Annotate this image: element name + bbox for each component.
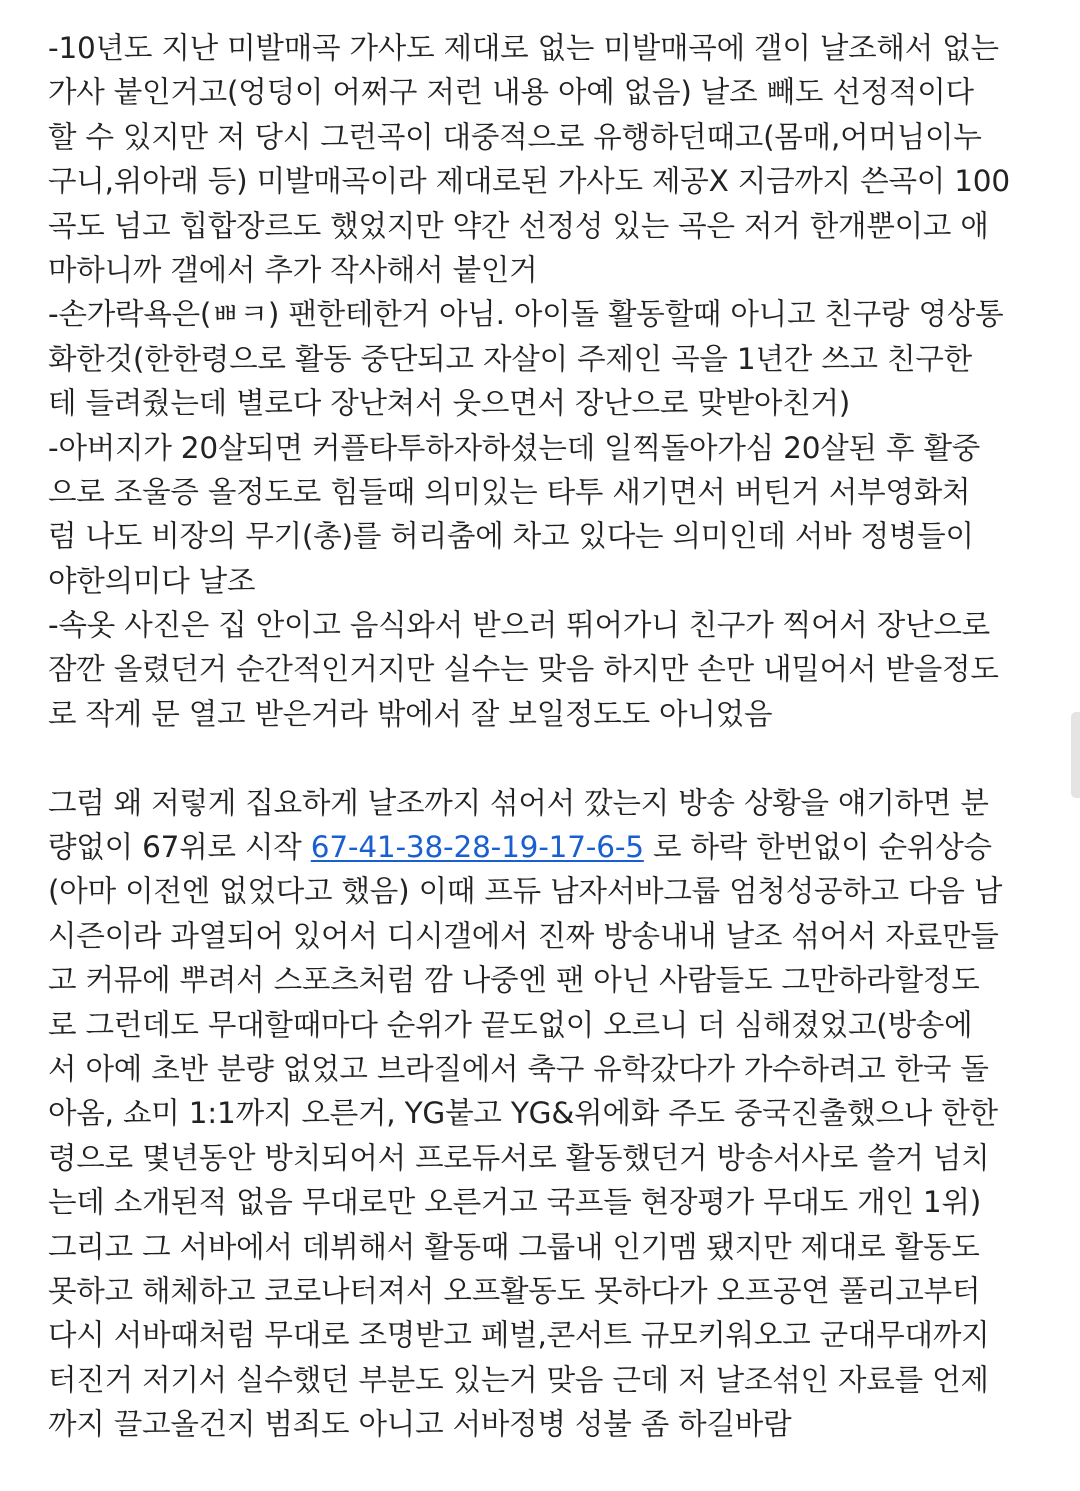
text-line: 럼 나도 비장의 무기(총)를 허리춤에 차고 있다는 의미인데 서바 정병들이 (48, 519, 974, 554)
text-line: 아옴, 쇼미 1:1까지 오른거, YG붙고 YG&위에화 주도 중국진출했으나 한한 (48, 1096, 998, 1131)
text-line-with-link (48, 825, 1038, 869)
text-line: -아버지가 20살되면 커플타투하자하셨는데 일찍돌아가심 20살된 후 활중 (48, 430, 981, 465)
text-line: -10년도 지난 미발매곡 가사도 제대로 없는 미발매곡에 갤이 날조해서 없는 (48, 31, 999, 65)
scrollbar-thumb[interactable] (1071, 712, 1080, 798)
paragraph-spacer (48, 736, 1038, 780)
text-line: -손가락욕은(ㅃㅋ) 팬한테한거 아님. 아이돌 활동할때 아니고 친구랑 영상통 (48, 297, 1004, 332)
text-line: 잠깐 올렸던거 순간적인거지만 실수는 맞음 하지만 손만 내밀어서 받을정도 (48, 652, 999, 687)
text-line: 령으로 몇년동안 방치되어서 프로듀서로 활동했던거 방송서사로 쓸거 넘치 (48, 1140, 990, 1175)
rank-history-link[interactable]: 67-41-38-28-19-17-6-5 (310, 830, 644, 865)
text-line: 할 수 있지만 저 당시 그런곡이 대중적으로 유행하던때고(몸매,어머님이누 (48, 119, 982, 154)
text-line: 터진거 저기서 실수했던 부분도 있는거 맞음 근데 저 날조섞인 자료를 언제 (48, 1362, 989, 1397)
text-line: 까지 끌고올건지 범죄도 아니고 서바정병 성불 좀 하길바람 (48, 1407, 792, 1442)
text-line: 테 들려줬는데 별로다 장난쳐서 웃으면서 장난으로 맞받아친거) (48, 386, 851, 421)
text-line: 곡도 넘고 힙합장르도 했었지만 약간 선정성 있는 곡은 저거 한개뿐이고 애 (48, 208, 989, 243)
text-line: 가사 붙인거고(엉덩이 어쩌구 저런 내용 아예 없음) 날조 빼도 선정적이다 (48, 75, 974, 110)
text-line: 화한것(한한령으로 활동 중단되고 자살이 주제인 곡을 1년간 쓰고 친구한 (48, 341, 972, 376)
text-segment: 로 하락 한번없이 순위상승 (643, 830, 992, 865)
text-line: 구니,위아래 등) 미발매곡이라 제대로된 가사도 제공X 지금까지 쓴곡이 100 (48, 164, 1010, 199)
text-line: 시즌이라 과열되어 있어서 디시갤에서 진짜 방송내내 날조 섞어서 자료만들 (48, 918, 999, 953)
text-line: (아마 이전엔 없었다고 했음) 이때 프듀 남자서바그룹 엄청성공하고 다음 남 (48, 874, 1003, 909)
text-line: 야한의미다 날조 (48, 563, 256, 598)
text-line: 으로 조울증 올정도로 힘들때 의미있는 타투 새기면서 버틴거 서부영화처 (48, 474, 971, 509)
text-line: 그리고 그 서바에서 데뷔해서 활동때 그룹내 인기멤 됐지만 제대로 활동도 (48, 1229, 980, 1264)
text-line: 마하니까 갤에서 추가 작사해서 붙인거 (48, 252, 538, 287)
text-line: 서 아예 초반 분량 없었고 브라질에서 축구 유학갔다가 가수하려고 한국 돌 (48, 1051, 989, 1086)
text-line: 다시 서바때처럼 무대로 조명받고 페벌,콘서트 규모키워오고 군대무대까지 (48, 1318, 990, 1353)
text-line: 로 그런데도 무대할때마다 순위가 끝도없이 오르니 더 심해졌었고(방송에 (48, 1007, 973, 1042)
text-line: 고 커뮤에 뿌려서 스포츠처럼 깜 나중엔 팬 아닌 사람들도 그만하라할정도 (48, 963, 980, 998)
text-line: 그럼 왜 저렇게 집요하게 날조까지 섞어서 깠는지 방송 상황을 얘기하면 분 (48, 785, 989, 820)
text-line: -속옷 사진은 집 안이고 음식와서 받으러 뛰어가니 친구가 찍어서 장난으로 (48, 608, 990, 643)
text-line: 는데 소개된적 없음 무대로만 오른거고 국프들 현장평가 무대도 개인 1위) (48, 1185, 982, 1220)
text-line: 로 작게 문 열고 받은거라 밖에서 잘 보일정도도 아니었음 (48, 696, 773, 731)
post-body (48, 26, 1038, 1447)
text-line: 못하고 해체하고 코로나터져서 오프활동도 못하다가 오프공연 풀리고부터 (48, 1273, 981, 1308)
text-segment: 량없이 67위로 시작 (48, 830, 311, 865)
